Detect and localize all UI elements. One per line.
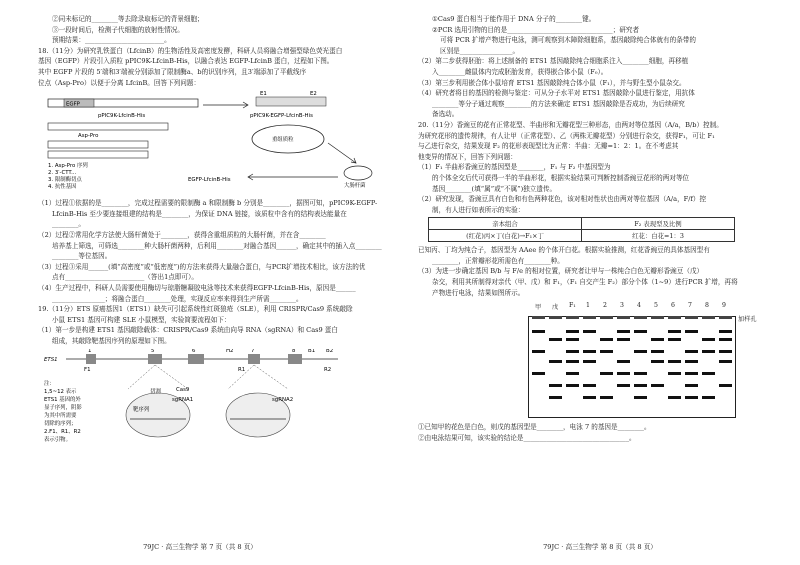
gel-well [702,316,715,319]
gel-well [549,316,562,319]
fig1-label-plasmid: pPIC9K-LfcinB-His [98,113,146,120]
gel-band [634,350,647,353]
text-line: 已知丙、丁均为纯合子，基因型为 AAee 的个体开白花。根据实验推测，红花香豌豆的具体基因型有 [418,246,710,255]
table-header: F₂ 表现型及比例 [582,218,735,230]
gel-well [532,316,545,319]
fig1-label-e2: E2 [310,91,317,98]
gel-band [617,338,630,341]
gel-well [634,316,647,319]
fig2-exon: 7 [251,349,255,355]
gel-lane-label: 9 [722,302,726,310]
gel-band [685,330,698,333]
gel-band [566,372,579,375]
gel-band [719,384,732,387]
text-line: ________________；将融合蛋白________处理，实现反应率来得到生产所需________。 [52,294,303,303]
gel-band [566,360,579,363]
question-20-2: （2）研究发现，香豌豆具有白色和有色两种花色，该对相对性状也由两对等位基因（A/a，F/f）控 [418,195,707,204]
text-line: 点有________________________（答出1点即可）。 [52,273,198,282]
fig2-label: 切割 [150,389,161,396]
text-line: ________。 [52,220,85,229]
gel-band [651,338,664,341]
gel-band [617,372,630,375]
gel-band [685,384,698,387]
fig2-label: 靶序列 [133,407,150,414]
question-19-1: （1）第一步是构建 ETS1 基因敲除载体：CRISPR/Cas9 系统由向导 RNA（sgRNA）和 Cas9 蛋白 [38,326,338,335]
text-line: 与乙进行杂交，结果发现 F₂ 的花形表现型比为正常：半曲：无瓣=1：2：1。在不考虑其 [418,142,679,151]
text-line: 他变异的情况下，回答下列问题： [418,152,517,161]
gel-band [634,396,647,399]
text-line: ②由电泳结果可知，该实验的结论是________________________________。 [418,433,636,442]
gel-band [566,330,579,333]
gel-band [617,384,630,387]
gel-well [719,316,732,319]
fig1-label-ring: 重组质粒 [272,137,294,144]
gel-well [617,316,630,319]
fig1-note: 2. 3′-CTT... [48,170,77,177]
gel-band [566,384,579,387]
gel-band [600,372,613,375]
gel-well [685,316,698,319]
text-line: 组成，其敲除靶基因序列的原理如下图。 [52,336,171,345]
electrophoresis-gel [528,300,758,418]
text-line: 产物进行电泳，结果如图所示。 [432,288,525,297]
fig2-exon: H2 [226,349,234,355]
text-line: ________等位基因。 [52,252,112,261]
gel-well [583,316,596,319]
text-line: 可将 PCR 扩增产物进行电泳，测可观察到木障除细胞系，基因敲除纯合体就有的条带的 [440,36,697,45]
gel-well [651,316,664,319]
gel-band [668,372,681,375]
fig2-note: 显子序列，阴影 [44,405,82,412]
question-20-1: （1）F₁ 半曲形香豌豆的基因型是________，F₁ 与 F₂ 中基因型为 [418,163,611,172]
fig2-label: Cas9 [176,387,190,394]
page-footer: 79JC · 高三生物学 第 8 页（共 8 页） [543,543,657,551]
gel-band [651,350,664,353]
gel-band [583,396,596,399]
gel-band [685,350,698,353]
gel-lane-label: 甲 [535,304,542,312]
text-line: ②PCR 选用引物的目的是________________________________；研究者 [432,25,640,34]
gel-band [617,360,630,363]
gel-lane-label: 戊 [552,304,559,312]
fig2-note: 2.F1、R1、R2 [44,429,81,436]
text-line: 位点（Asp-Pro）以便于分离 LfcinB。回答下列问题： [38,78,201,87]
fig2-primer: B2 [326,349,334,355]
fig1-label-recombinant: pPIC9K-EGFP-LfcinB-His [250,113,313,120]
gel-band [702,372,715,375]
gel-band [702,350,715,353]
gel-band [600,338,613,341]
text-line: ③一段时间后，检测子代细胞的放射性情况。 [52,25,184,34]
gel-lane-label: 8 [705,302,709,310]
gel-band [702,396,715,399]
gel-band [583,350,596,353]
fig2-exon: 1 [88,349,92,355]
gel-band [719,338,732,341]
gel-band [566,338,579,341]
question-18-4: （4）生产过程中，科研人员需要使用酶切与琼脂糖凝胶电泳等技术来获得EGFP-LfcinB-His，原因是______ [38,283,356,292]
fig2-note: 注： [44,381,55,388]
gel-lane-label: 6 [671,302,675,310]
gel-band [685,396,698,399]
question-18-stem: 18.（11分）为研究乳铁蛋白（LfcinB）的生物活性及高密度发酵，科研人员将融合增强型绿色荧光蛋白 [38,46,343,55]
fig2-label: sgRNA2 [272,397,294,404]
fig2-note: 1,5~12 表示 [44,389,77,396]
fig2-primer: R2 [324,367,332,374]
question-18-2: （2）过程②常用化学方法使大肠杆菌处于________，获得含重组质粒的大肠杆菌，并在含________ [38,230,326,239]
gel-well [668,316,681,319]
gel-well [600,316,613,319]
question-19-3: （3）第三步利用嵌合体小鼠培育 ETS1 基因敲除纯合体小鼠（F₁），并与野生型小鼠杂交。 [418,78,686,87]
gel-band [719,360,732,363]
gel-band [566,350,579,353]
fig1-note: 3. 限制酶切点 [48,177,82,184]
gel-band [651,384,664,387]
gel-band [549,384,562,387]
gel-frame [528,316,736,418]
text-line: ________，正常瓣形花所需色有________种。 [432,256,564,265]
fig2-exon: 6 [192,349,196,355]
fig1-label-product: EGFP-LfcinB-His [188,177,231,184]
gel-band [600,396,613,399]
gel-band [719,330,732,333]
gel-band [532,350,545,353]
gel-lane-label: 3 [620,302,624,310]
fig2-exon: 8 [292,349,296,355]
text-line: 小鼠 ETS1 基因可构建 SLE 小鼠模型，实验简要流程如下： [52,315,231,324]
gel-lane-label: 7 [688,302,692,310]
fig2-primer: F1 [84,367,91,374]
table-cell: (红花)丙×丁(白花)→F₁×丁 [429,230,582,242]
gel-band [685,360,698,363]
gel-band [549,396,562,399]
gel-band [617,330,630,333]
fig2-primer: R1 [238,367,246,374]
question-20-stem: 20.（11分）香豌豆的花有正常花型、半曲形和无瓣花型三种形态，由两对等位基因（A/a，B/b）控制。 [418,120,723,129]
gel-band [634,384,647,387]
question-19-stem: 19.（11分）ETS 原癌基因1（ETS1）缺失可引起系统性红斑狼疮（SLE），利用 CRISPR/Cas9 系统敲除 [38,305,353,314]
gel-band [600,350,613,353]
text-line: 制，有人进行如表所示的实验： [432,205,525,214]
gel-side-label: 加样孔 [738,316,757,324]
text-line: 基因________(填“属”或“不属”)独立遗传。 [432,184,557,193]
text-line: 的个体全交后代可获得一半的半曲形花，根据实验结果可判断控制香豌豆花形的两对等位 [432,173,690,182]
gel-band [634,330,647,333]
gel-well [566,316,579,319]
gel-band [719,350,732,353]
question-19-4: （4）研究者将目的基因的检测与鉴定：可从分子水平对 ETS1 基因敲除小鼠进行鉴定，用抗体 [418,89,695,98]
text-line: ________等分子通过观察________的方法来确定 ETS1 基因敲除是否成功，为后续研究 [432,99,685,108]
gel-band [532,372,545,375]
fig1-note: 4. 抗性基因 [48,184,77,191]
text-line: 杂交，利用其所制得对亲代（甲、戊）和 F₁，（F₁ 自交产生 F₂）部分个体（1~9）进行PCR 扩增，再将 [432,278,738,287]
gel-band [549,360,562,363]
fig2-exon: 5 [151,349,155,355]
fig2-primer: B1 [308,349,316,355]
figure-crispr [38,349,390,457]
fig2-gene-label: ETS1 [44,357,58,364]
question-19-2: （2）第二步获得胚胎：将上述制备的 ETS1 基因敲除纯合细胞系注入________细胞，再移植 [418,57,689,66]
text-line: 入________雌鼠体内完成胚胎发育，获得嵌合体小鼠（F₀）。 [432,67,608,76]
gel-lane-label: 2 [603,302,607,310]
fig2-note: ETS1 基因的外 [44,397,81,404]
gel-band [583,360,596,363]
fig1-note: 1. Asp-Pro 序列 [48,163,88,170]
gel-lane-label: 1 [586,302,590,310]
gel-band [702,338,715,341]
fig2-note: 切除的序列； [44,421,77,428]
question-20-3: （3）为进一步确定基因 B/b 与 F/e 的相对位置，研究者让甲与一株纯合白色无瓣形香豌豆（戊） [418,267,704,276]
fig1-label-e1: E1 [260,91,267,98]
text-line: ①Cas9 蛋白相当于能作用于 DNA 分子的________键。 [432,15,596,23]
text-line: LfcinB-His 至少要连接组建的结构是________，为保证 DNA 链接，该质粒中含有的结构表达能量在 [52,209,347,218]
gel-band [583,384,596,387]
question-18-3: （3）过程③采用______(填“高密度”或“低密度”)的方法来获得大量融合蛋白，与PCR扩增技术相比，该方法的优 [38,262,366,271]
gel-band [668,338,681,341]
gel-band [668,396,681,399]
text-line: ②同未标记的________等去除录取标记的背景细胞； [52,15,204,23]
question-18-1: （1）过程①依据的是________，完成过程需要的限制酶 a 和限制酶 b 分别是________，据图可知，pPIC9K-EGFP- [38,199,378,208]
gel-band [532,330,545,333]
table-cell: 红花：白花=1：3 [582,230,735,242]
text-line: ①已知甲的花色是白色，则戊的基因型是________，电泳 7 的基因是________。 [418,423,651,432]
gel-lane-label: 5 [654,302,658,310]
text-line: 基因（EGFP）片段引入质粒 pPIC9K-LfcinB-His，以融合表达 EGFP-LfcinB 蛋白，过程如下图。 [38,57,334,66]
cross-table [428,217,735,242]
fig1-label-ecoli: 大肠杆菌 [344,183,366,190]
fig1-label-egfp: EGFP [66,101,80,108]
gel-band [668,330,681,333]
gel-band [651,360,664,363]
fig2-note: 为其中所需要 [44,413,77,420]
gel-band [634,372,647,375]
text-line: 区别是________________。 [440,46,520,55]
figure-plasmid-construction [38,91,390,195]
text-line: 备选动。 [432,110,459,119]
page-footer: 79JC · 高三生物学 第 7 页（共 8 页） [143,543,257,551]
gel-band [685,372,698,375]
table-header: 亲本组合 [429,218,582,230]
text-line: 其中 EGFP 片段的 5′端和3′端被分别添加了限制酶a、b的识别序列，且3′端添加了平截线序 [38,67,307,76]
fig1-label-asp: Asp-Pro [78,133,99,140]
right-page [400,0,800,565]
text-line: 培养基上筛选，可筛选________种大肠杆菌两种，后利用________对融合基因______，确定其中的插入点________ [52,241,382,250]
text-line: 为研究花形的遗传规律，有人让甲（正常花型）、乙（两株无瓣花型）分别进行杂交，获得F₁，可让 F₁ [418,131,715,140]
gel-lane-label: 4 [637,302,641,310]
fig2-note: 表示引物。 [44,437,71,444]
fig2-label: sgRNA1 [172,397,194,404]
gel-band [583,330,596,333]
gel-band [668,360,681,363]
gel-band [549,338,562,341]
text-line: 预期结果：________________________。 [52,36,171,45]
gel-lane-label: F₁ [569,302,576,310]
